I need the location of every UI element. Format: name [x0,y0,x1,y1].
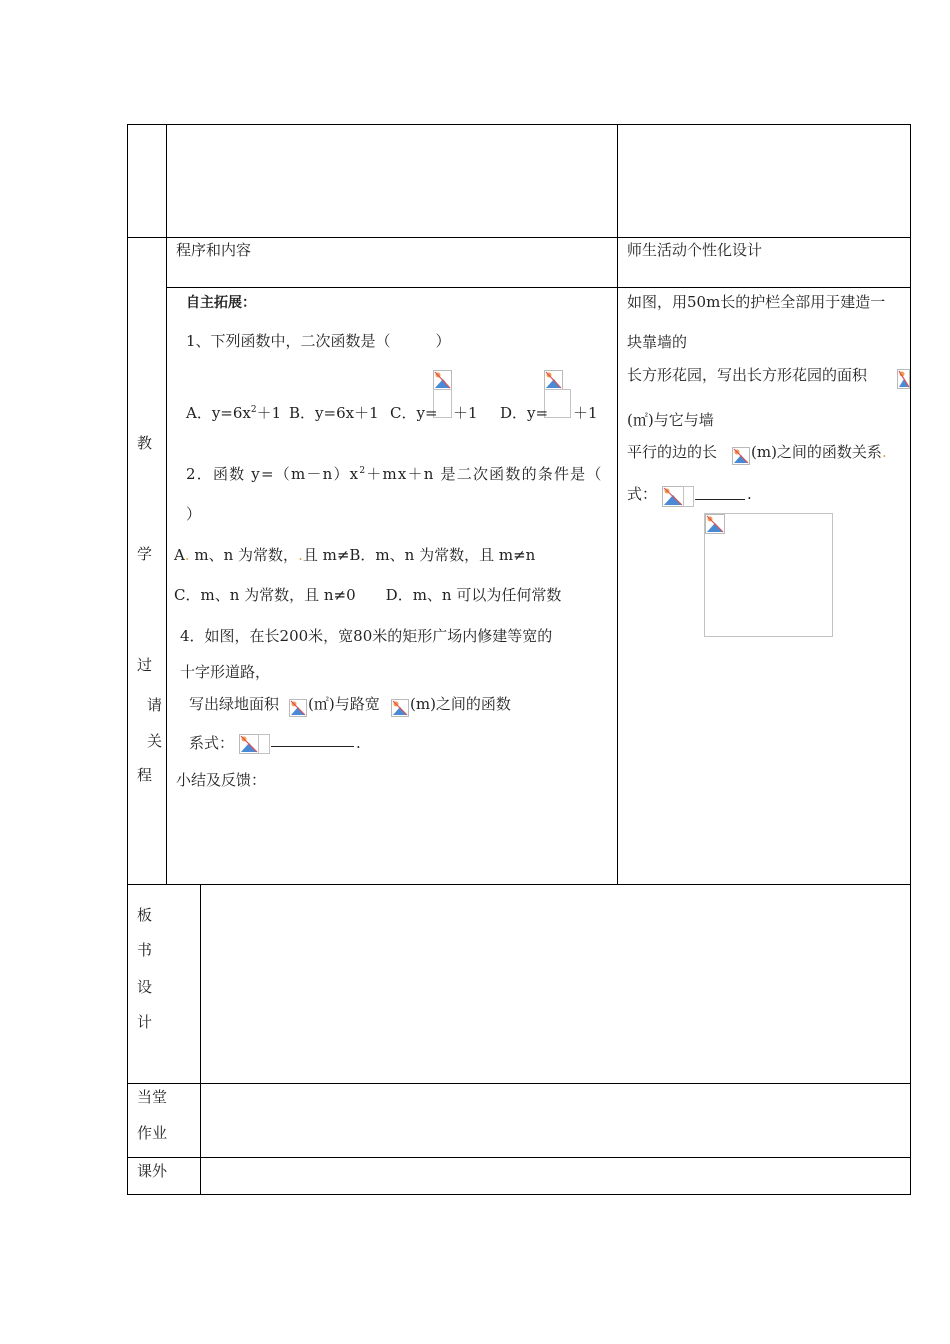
broken-image-icon [732,447,750,465]
right-line-4: (㎡)与它与墙 [627,411,714,429]
right-line-2: 块靠墙的 [627,333,688,351]
side-label-char: 书 [137,941,153,959]
table-top-border [127,124,911,125]
question-4-line-3a: 写出绿地面积 [189,695,280,713]
broken-image-icon [662,486,684,507]
side-label-char: 计 [137,1013,153,1031]
extra-row-top [127,1157,911,1158]
table-left-border [127,124,128,1195]
question-1-option-a: A．$y=6x^2+1$ [186,404,282,422]
answer-blank [695,499,745,500]
header-row-top [127,237,911,238]
question-2-option-line-2: C．m、n 为常数，且 n≠0 D．m、n 可以为任何常数 [174,586,562,604]
side-column-divider [166,124,167,884]
right-line-6-end: . [747,485,752,503]
summary-label: 小结及反馈： [176,771,267,789]
section-title: 自主拓展： [186,295,256,311]
board-row-top [127,884,911,885]
bottom-side-divider [200,884,201,1195]
question-1-option-b: B．y=6x＋1 [289,404,379,422]
question-4-line-2: 十字形道路， [180,663,271,681]
image-placeholder-box [258,734,270,754]
side-label-char: 板 [137,906,153,924]
side-label-homework: 作业 [137,1124,168,1142]
question-2-option-line-1: A. m、n 为常数，.且 m≠B．m、n 为常数，且 m≠n [174,546,536,564]
question-1-option-c: C．y= [390,404,438,422]
header-row-bottom [166,287,911,288]
right-line-6: 式： [627,485,658,503]
question-4-line-4: 系式： [189,734,235,752]
right-line-3: 长方形花园，写出长方形花园的面积 [627,366,868,384]
side-label-char: 过 [137,656,153,674]
side-label-char: 设 [137,978,153,996]
broken-image-icon [705,514,725,534]
broken-image-icon [544,370,563,390]
broken-image-icon [289,699,307,717]
side-label-char: 请 [147,696,163,714]
question-4-line-4-end: . [356,734,361,752]
question-1-option-d: D．y= [500,404,549,422]
table-right-border [910,124,911,1195]
broken-image-icon [391,699,409,717]
question-4-line-3b: (㎡)与路宽 [308,695,380,713]
side-label-char: 关 [147,732,163,750]
broken-image-icon [897,369,910,389]
right-line-5b: (m)之间的函数关系. [751,443,887,461]
answer-blank [271,746,354,747]
side-label-char: 教 [137,434,153,452]
header-left-label: 程序和内容 [176,241,252,259]
question-2-close: ） [186,505,202,523]
right-line-5a: 平行的边的长 [627,443,718,461]
question-1-option-d-tail: ＋1 [573,404,598,422]
side-label-homework: 当堂 [137,1088,168,1106]
broken-image-icon [239,734,259,754]
homework-row-top [127,1083,911,1084]
question-4-line-3c: (m)之间的函数 [410,695,511,713]
question-2: 2．函数 $y=(m-n)x^2+mx+n$ 是二次函数的条件是（ [186,465,603,483]
question-1-option-c-tail: ＋1 [453,404,478,422]
header-right-label: 师生活动个性化设计 [627,241,763,259]
table-bottom-border [127,1194,911,1195]
side-label-char: 学 [137,545,153,563]
question-1: 1、下列函数中，二次函数是（ ） [186,332,451,350]
content-column-divider [617,124,618,884]
broken-image-icon [433,370,452,390]
image-placeholder-box [683,486,694,507]
question-4-line-1: 4．如图，在长200米，宽80米的矩形广场内修建等宽的 [180,627,553,645]
right-line-1: 如图，用50m长的护栏全部用于建造一 [627,293,886,311]
side-label-extra: 课外 [137,1162,168,1180]
side-label-char: 程 [137,766,153,784]
